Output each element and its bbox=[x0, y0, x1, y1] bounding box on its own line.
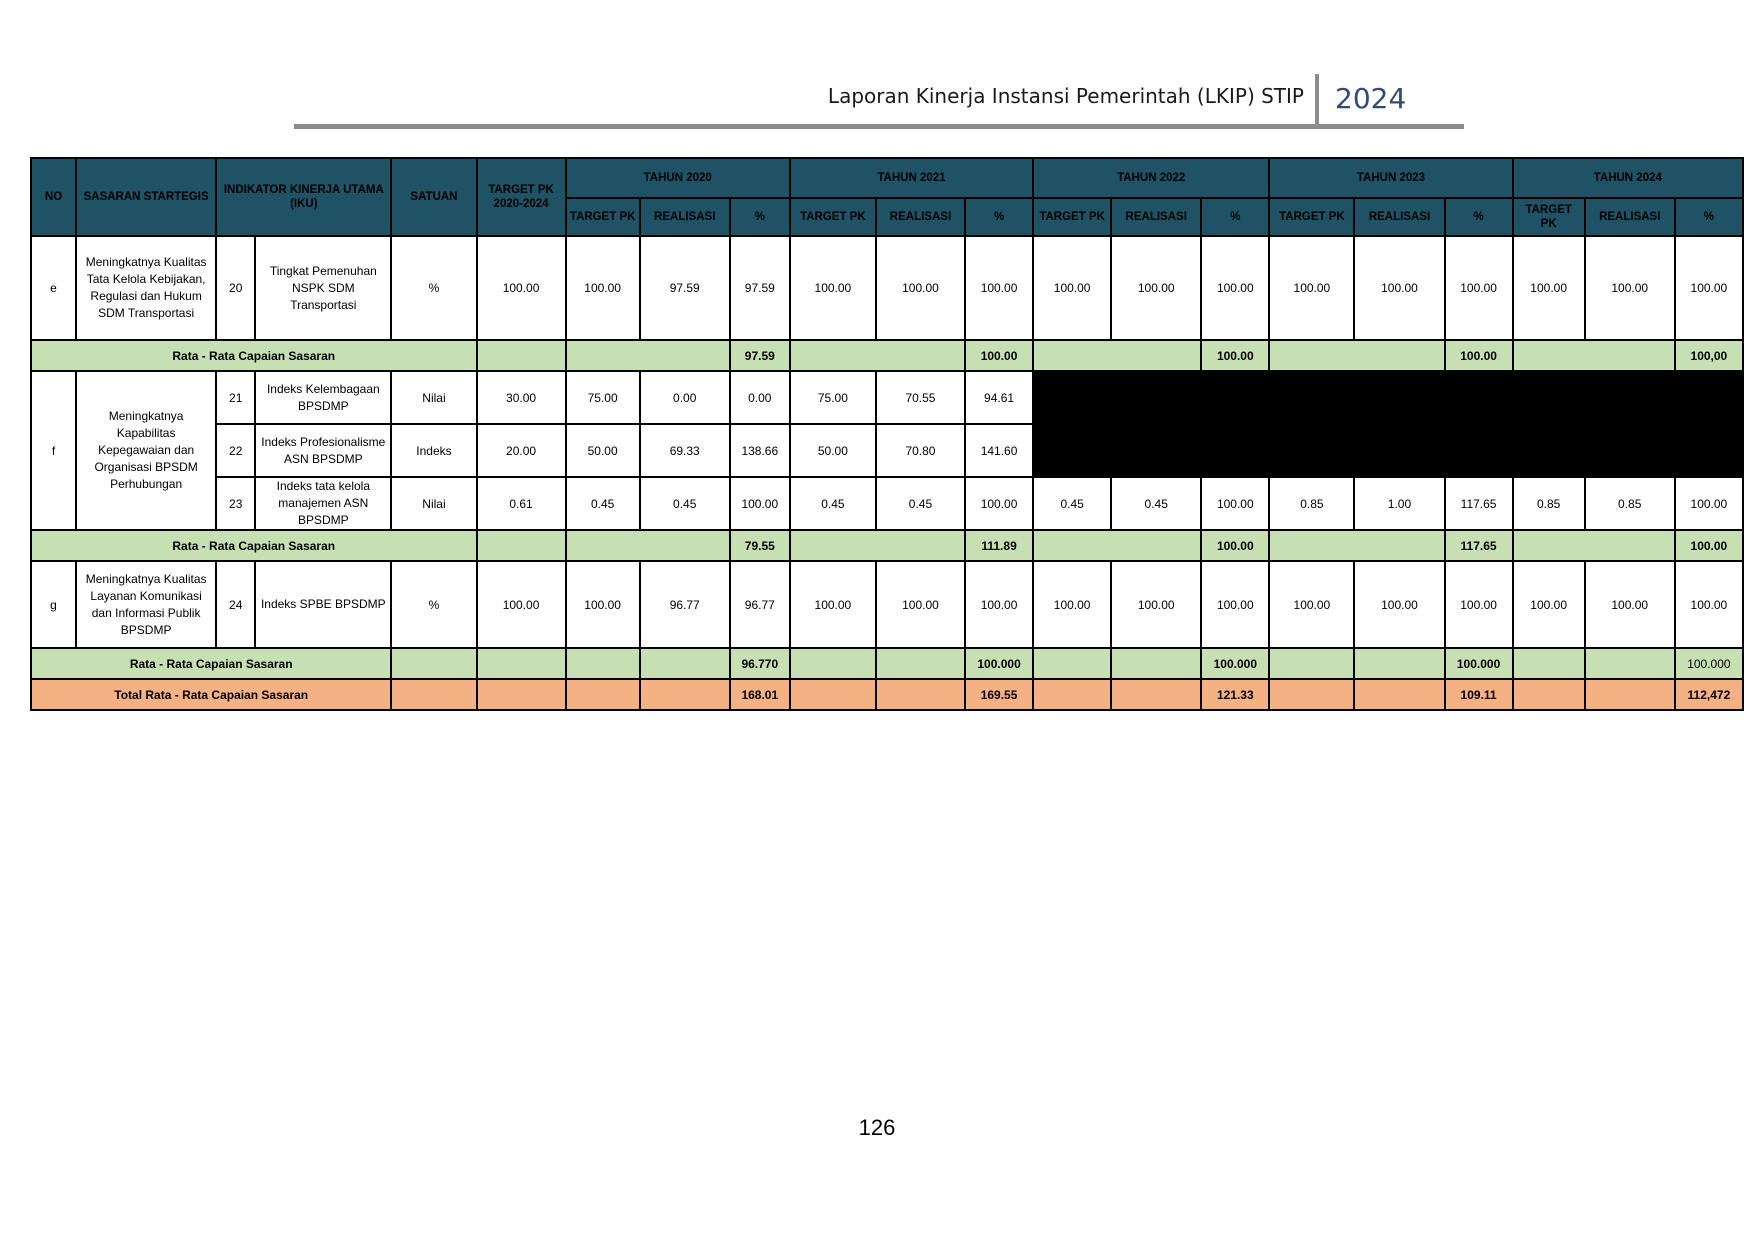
average-2023: 117.65 bbox=[1445, 530, 1513, 561]
empty-cell bbox=[1033, 679, 1111, 710]
value-cell: 100.00 bbox=[1269, 561, 1354, 648]
total-2021: 169.55 bbox=[965, 679, 1033, 710]
average-2021: 111.89 bbox=[965, 530, 1033, 561]
value-cell: 50.00 bbox=[790, 424, 876, 477]
col-year-2022: TAHUN 2022 bbox=[1033, 158, 1269, 198]
iku-number: 23 bbox=[216, 477, 255, 530]
value-cell: 100.00 bbox=[876, 236, 965, 340]
value-cell: 100.00 bbox=[1201, 561, 1269, 648]
sub-target-pk: TARGET PK bbox=[566, 198, 640, 236]
empty-cell bbox=[566, 648, 640, 679]
iku-number: 22 bbox=[216, 424, 255, 477]
empty-cell bbox=[1269, 679, 1354, 710]
value-cell: 100.00 bbox=[965, 561, 1033, 648]
value-cell: 100.00 bbox=[1445, 561, 1513, 648]
sub-realisasi: REALISASI bbox=[640, 198, 730, 236]
value-cell: 0.45 bbox=[876, 477, 965, 530]
iku-number: 24 bbox=[216, 561, 255, 648]
empty-cell bbox=[391, 679, 476, 710]
average-label: Rata - Rata Capaian Sasaran bbox=[31, 340, 477, 371]
empty-cell bbox=[477, 530, 566, 561]
value-cell: 100.00 bbox=[790, 561, 876, 648]
average-2023: 100.000 bbox=[1445, 648, 1513, 679]
average-2021: 100.000 bbox=[965, 648, 1033, 679]
empty-cell bbox=[1354, 648, 1444, 679]
average-2024: 100.00 bbox=[1675, 530, 1743, 561]
table-row bbox=[31, 477, 1743, 530]
value-cell: 100.00 bbox=[1269, 236, 1354, 340]
empty-cell bbox=[566, 340, 730, 371]
value-cell: 0.00 bbox=[730, 371, 790, 424]
value-cell: 117.65 bbox=[1445, 477, 1513, 530]
value-cell: 100.00 bbox=[1513, 236, 1585, 340]
empty-cell bbox=[790, 530, 965, 561]
average-2021: 100.00 bbox=[965, 340, 1033, 371]
satuan-cell: Indeks bbox=[391, 424, 476, 477]
empty-cell bbox=[1513, 648, 1585, 679]
value-cell: 100.00 bbox=[730, 477, 790, 530]
total-2023: 109.11 bbox=[1445, 679, 1513, 710]
sub-pct: % bbox=[730, 198, 790, 236]
value-cell: 141.60 bbox=[965, 424, 1033, 477]
iku-text: Indeks Kelembagaan BPSDMP bbox=[255, 371, 391, 424]
value-cell: 100.00 bbox=[1354, 236, 1444, 340]
iku-text: Tingkat Pemenuhan NSPK SDM Transportasi bbox=[255, 236, 391, 340]
iku-text: Indeks tata kelola manajemen ASN BPSDMP bbox=[255, 477, 391, 530]
value-cell: 0.45 bbox=[790, 477, 876, 530]
empty-cell bbox=[1513, 679, 1585, 710]
value-cell: 70.55 bbox=[876, 371, 965, 424]
average-row bbox=[31, 530, 1743, 561]
empty-cell bbox=[477, 648, 566, 679]
average-2022: 100.00 bbox=[1201, 530, 1269, 561]
value-cell: 100.00 bbox=[1675, 561, 1743, 648]
total-2022: 121.33 bbox=[1201, 679, 1269, 710]
value-cell: 69.33 bbox=[640, 424, 730, 477]
value-cell: 100.00 bbox=[1033, 561, 1111, 648]
empty-cell bbox=[391, 648, 476, 679]
value-cell: 96.77 bbox=[640, 561, 730, 648]
sub-target-pk: TARGET PK bbox=[1033, 198, 1111, 236]
sasaran-text: Meningkatnya Kapabilitas Kepegawaian dan Organisasi BPSDM Perhubungan bbox=[76, 371, 216, 530]
value-cell: 100.00 bbox=[965, 236, 1033, 340]
average-2022: 100.00 bbox=[1201, 340, 1269, 371]
iku-number: 21 bbox=[216, 371, 255, 424]
empty-cell bbox=[1513, 340, 1675, 371]
value-cell: 138.66 bbox=[730, 424, 790, 477]
value-cell: 100.00 bbox=[566, 561, 640, 648]
header-row-1 bbox=[31, 158, 1743, 198]
sub-target-pk: TARGET PK bbox=[790, 198, 876, 236]
col-sasaran: SASARAN STARTEGIS bbox=[76, 158, 216, 236]
sub-pct: % bbox=[1445, 198, 1513, 236]
row-no: g bbox=[31, 561, 76, 648]
empty-cell bbox=[790, 679, 876, 710]
table-row bbox=[31, 371, 1743, 424]
value-cell: 97.59 bbox=[640, 236, 730, 340]
report-year: 2024 bbox=[1335, 82, 1407, 115]
sub-realisasi: REALISASI bbox=[876, 198, 965, 236]
sub-realisasi: REALISASI bbox=[1354, 198, 1444, 236]
empty-cell bbox=[1513, 530, 1675, 561]
value-cell: 0.85 bbox=[1513, 477, 1585, 530]
sub-target-pk: TARGET PK bbox=[1513, 198, 1585, 236]
empty-cell bbox=[1033, 340, 1201, 371]
value-cell: 100.00 bbox=[876, 561, 965, 648]
col-satuan: SATUAN bbox=[391, 158, 476, 236]
header-divider bbox=[1315, 74, 1319, 128]
value-cell: 100.00 bbox=[965, 477, 1033, 530]
value-cell: 100.00 bbox=[1675, 236, 1743, 340]
satuan-cell: % bbox=[391, 236, 476, 340]
sasaran-text: Meningkatnya Kualitas Tata Kelola Kebijakan, Regulasi dan Hukum SDM Transportasi bbox=[76, 236, 216, 340]
header-rule bbox=[294, 124, 1464, 129]
iku-text: Indeks Profesionalisme ASN BPSDMP bbox=[255, 424, 391, 477]
empty-cell bbox=[1033, 530, 1201, 561]
empty-cell bbox=[1111, 679, 1201, 710]
row-no: e bbox=[31, 236, 76, 340]
value-cell: 100.00 bbox=[1585, 561, 1675, 648]
value-cell: 100.00 bbox=[1675, 477, 1743, 530]
empty-cell bbox=[566, 679, 640, 710]
value-cell: 50.00 bbox=[566, 424, 640, 477]
col-target: TARGET PK 2020-2024 bbox=[477, 158, 566, 236]
page-number: 126 bbox=[858, 1115, 896, 1140]
empty-cell bbox=[1033, 648, 1111, 679]
average-2022: 100.000 bbox=[1201, 648, 1269, 679]
empty-cell bbox=[876, 679, 965, 710]
empty-cell bbox=[1269, 648, 1354, 679]
sub-pct: % bbox=[1201, 198, 1269, 236]
value-cell: 100.00 bbox=[1585, 236, 1675, 340]
total-row bbox=[31, 679, 1743, 710]
sasaran-text: Meningkatnya Kualitas Layanan Komunikasi dan Informasi Publik BPSDMP bbox=[76, 561, 216, 648]
value-cell: 0.45 bbox=[640, 477, 730, 530]
average-label: Rata - Rata Capaian Sasaran bbox=[31, 530, 477, 561]
average-2023: 100.00 bbox=[1445, 340, 1513, 371]
average-row bbox=[31, 340, 1743, 371]
col-year-2024: TAHUN 2024 bbox=[1513, 158, 1743, 198]
col-year-2023: TAHUN 2023 bbox=[1269, 158, 1512, 198]
table-row bbox=[31, 236, 1743, 340]
empty-cell bbox=[1269, 340, 1444, 371]
satuan-cell: Nilai bbox=[391, 477, 476, 530]
iku-number: 20 bbox=[216, 236, 255, 340]
value-cell: 94.61 bbox=[965, 371, 1033, 424]
average-label: Rata - Rata Capaian Sasaran bbox=[31, 648, 391, 679]
target-cell: 0.61 bbox=[477, 477, 566, 530]
total-label: Total Rata - Rata Capaian Sasaran bbox=[31, 679, 391, 710]
redacted-block bbox=[1033, 371, 1743, 477]
value-cell: 100.00 bbox=[1354, 561, 1444, 648]
empty-cell bbox=[1354, 679, 1444, 710]
empty-cell bbox=[1585, 679, 1675, 710]
sub-realisasi: REALISASI bbox=[1585, 198, 1675, 236]
value-cell: 0.85 bbox=[1585, 477, 1675, 530]
target-cell: 30.00 bbox=[477, 371, 566, 424]
average-2024: 100.000 bbox=[1675, 648, 1743, 679]
empty-cell bbox=[640, 679, 730, 710]
average-2024: 100,00 bbox=[1675, 340, 1743, 371]
value-cell: 100.00 bbox=[1033, 236, 1111, 340]
value-cell: 100.00 bbox=[1445, 236, 1513, 340]
empty-cell bbox=[640, 648, 730, 679]
average-row bbox=[31, 648, 1743, 679]
target-cell: 100.00 bbox=[477, 236, 566, 340]
empty-cell bbox=[790, 340, 965, 371]
col-year-2020: TAHUN 2020 bbox=[566, 158, 790, 198]
col-year-2021: TAHUN 2021 bbox=[790, 158, 1033, 198]
target-cell: 100.00 bbox=[477, 561, 566, 648]
sub-realisasi: REALISASI bbox=[1111, 198, 1201, 236]
empty-cell bbox=[1585, 648, 1675, 679]
empty-cell bbox=[1269, 530, 1444, 561]
performance-table bbox=[30, 157, 1744, 711]
empty-cell bbox=[876, 648, 965, 679]
value-cell: 1.00 bbox=[1354, 477, 1444, 530]
empty-cell bbox=[1111, 648, 1201, 679]
row-no: f bbox=[31, 371, 76, 530]
empty-cell bbox=[566, 530, 730, 561]
value-cell: 100.00 bbox=[566, 236, 640, 340]
sub-pct: % bbox=[965, 198, 1033, 236]
average-2020: 96.770 bbox=[730, 648, 790, 679]
value-cell: 100.00 bbox=[1201, 477, 1269, 530]
sub-pct: % bbox=[1675, 198, 1743, 236]
value-cell: 96.77 bbox=[730, 561, 790, 648]
value-cell: 100.00 bbox=[1513, 561, 1585, 648]
value-cell: 0.85 bbox=[1269, 477, 1354, 530]
total-2024: 112,472 bbox=[1675, 679, 1743, 710]
target-cell: 20.00 bbox=[477, 424, 566, 477]
value-cell: 75.00 bbox=[790, 371, 876, 424]
iku-text: Indeks SPBE BPSDMP bbox=[255, 561, 391, 648]
value-cell: 100.00 bbox=[790, 236, 876, 340]
total-2020: 168.01 bbox=[730, 679, 790, 710]
sub-target-pk: TARGET PK bbox=[1269, 198, 1354, 236]
value-cell: 0.00 bbox=[640, 371, 730, 424]
satuan-cell: Nilai bbox=[391, 371, 476, 424]
value-cell: 100.00 bbox=[1111, 561, 1201, 648]
value-cell: 75.00 bbox=[566, 371, 640, 424]
report-title: Laporan Kinerja Instansi Pemerintah (LKIP) STIP bbox=[827, 84, 1304, 108]
value-cell: 97.59 bbox=[730, 236, 790, 340]
empty-cell bbox=[477, 679, 566, 710]
value-cell: 0.45 bbox=[566, 477, 640, 530]
col-no: NO bbox=[31, 158, 76, 236]
empty-cell bbox=[790, 648, 876, 679]
average-2020: 79.55 bbox=[730, 530, 790, 561]
value-cell: 0.45 bbox=[1033, 477, 1111, 530]
average-2020: 97.59 bbox=[730, 340, 790, 371]
table-row bbox=[31, 561, 1743, 648]
empty-cell bbox=[477, 340, 566, 371]
satuan-cell: % bbox=[391, 561, 476, 648]
value-cell: 100.00 bbox=[1201, 236, 1269, 340]
col-indikator: INDIKATOR KINERJA UTAMA (IKU) bbox=[216, 158, 391, 236]
value-cell: 70.80 bbox=[876, 424, 965, 477]
value-cell: 0.45 bbox=[1111, 477, 1201, 530]
value-cell: 100.00 bbox=[1111, 236, 1201, 340]
